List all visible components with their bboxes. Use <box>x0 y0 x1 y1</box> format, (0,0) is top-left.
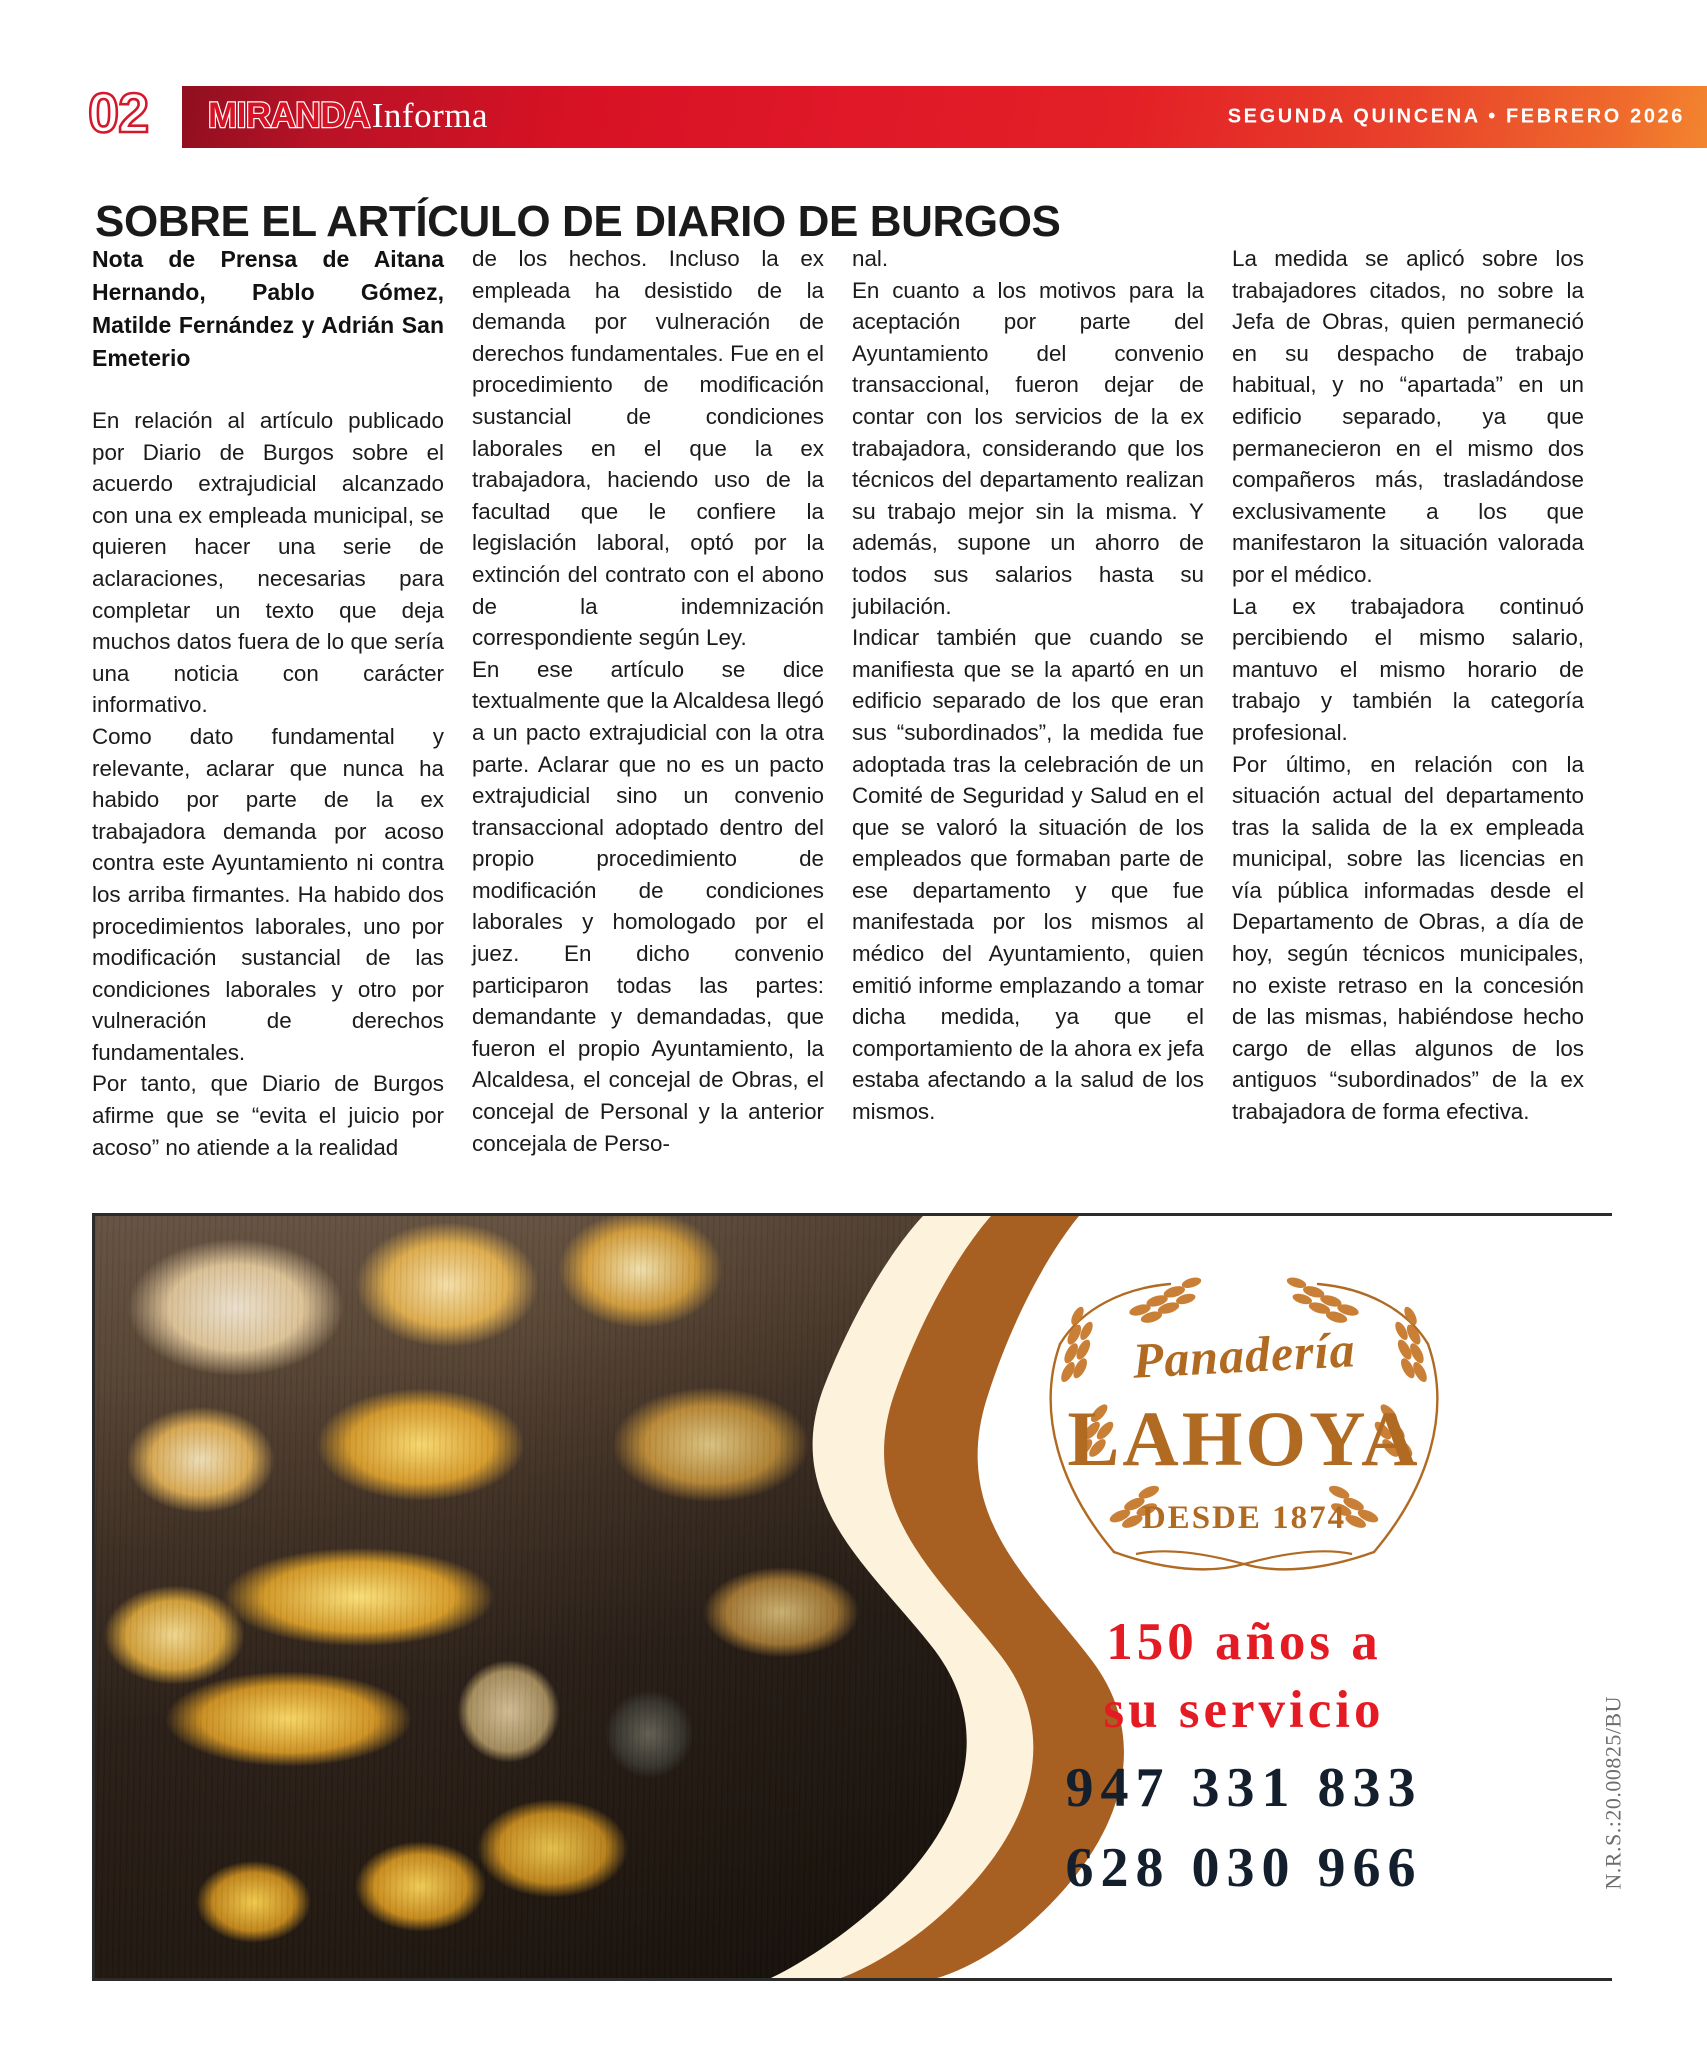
article-column-3 <box>852 243 1204 1163</box>
article-column-1 <box>92 243 444 1163</box>
slogan-line-2: su servicio <box>1103 1681 1385 1739</box>
paragraph: nal. <box>852 246 889 271</box>
advertisement-panaderia-lahoya[interactable] <box>92 1213 1626 1981</box>
page-title: SOBRE EL ARTÍCULO DE DIARIO DE BURGOS <box>95 197 1061 247</box>
slogan-line-1: 150 años a <box>1106 1613 1382 1671</box>
publication-logo <box>208 96 488 136</box>
edition-date: SEGUNDA QUINCENA • FEBRERO 2026 <box>1227 105 1685 128</box>
article-column-2 <box>472 243 824 1163</box>
masthead-bar <box>182 86 1707 148</box>
brand-name-text: LAHOYA <box>1067 1395 1421 1482</box>
paragraph: La medida se aplicó sobre los trabajadores citados, no sobre la Jefa de Obras, quien permaneció en su despacho de trabajo habitual, y no “apartada” en un edificio separado, ya que permanecieron en el mismo dos compañeros más, trasladándose exclusivamente a los que manifestaron la situación valorada por el médico. <box>1232 246 1584 587</box>
paragraph: de los hechos. Incluso la ex empleada ha desistido de la demanda por vulneración de derechos fundamentales. Fue en el procedimiento de modificación sustancial de condiciones laborales en el que la ex trabajadora, haciendo uso de la facultad que le confiere la legislación laboral, optó por la extinción del contrato con el abono de la indemnización correspondiente según Ley. <box>472 246 824 651</box>
byline: Nota de Prensa de Aitana Hernando, Pablo Gómez, Matilde Fernández y Adrián San Emeterio <box>92 246 444 371</box>
paragraph: En relación al artículo publicado por Diario de Burgos sobre el acuerdo extrajudicial alcanzado con una ex empleada municipal, se quieren hacer una serie de aclaraciones, necesarias para completar un texto que deja muchos datos fuera de lo que sería una noticia con carácter informativo. <box>92 408 444 718</box>
masthead <box>0 81 1707 148</box>
page-number: 02 <box>88 81 149 144</box>
phone-number-primary[interactable]: 947 331 833 <box>1065 1757 1423 1819</box>
paragraph: Por tanto, que Diario de Burgos afirme que se “evita el juicio por acoso” no atiende a la realidad <box>92 1071 444 1160</box>
paragraph: En ese artículo se dice textualmente que la Alcaldesa llegó a un pacto extrajudicial con la otra parte. Aclarar que no es un pacto extrajudicial sino un convenio transaccional adoptado dentro del propio procedimiento de modificación de condiciones laborales y homologado por el juez. En dicho convenio participaron todas las partes: demandante y demandadas, que fueron el propio Ayuntamiento, la Alcaldesa, el concejal de Obras, el concejal de Personal y la anterior concejala de Perso- <box>472 656 824 1156</box>
article-column-4 <box>1232 243 1584 1163</box>
paragraph: Por último, en relación con la situación actual del departamento tras la salida de la ex empleada municipal, sobre las licencias en vía pública informadas desde el Departamento de Obras, a día de hoy, según técnicos municipales, no existe retraso en la concesión de las mismas, habiéndose hecho cargo de ellas algunos de los antiguos “subordinados” de la ex trabajadora de forma efectiva. <box>1232 751 1584 1125</box>
article-body <box>92 243 1615 1163</box>
ad-slogan <box>879 1608 1609 1744</box>
paragraph: En cuanto a los motivos para la aceptación por parte del Ayuntamiento del convenio transaccional, fueron dejar de contar con los servicios de la ex trabajadora, considerando que los técnicos del departamento realizan su trabajo mejor sin la misma. Y además, supone un ahorro de todos sus salarios hasta su jubilación. <box>852 277 1204 619</box>
brand-script-text: Panadería <box>1131 1321 1357 1389</box>
established-text: DESDE 1874 <box>1141 1500 1347 1536</box>
bakery-logo <box>964 1252 1524 1582</box>
paragraph: Indicar también que cuando se manifiesta que se la apartó en un edificio separado de los que eran sus “subordinados”, la medida fue adoptada tras la celebración de un Comité de Seguridad y Salud en el que se valoró la situación de los empleados que formaban parte de ese departamento y que fue manifestada por los mismos al médico del Ayuntamiento, quien emitió informe emplazando a tomar dicha medida, ya que el comportamiento de la ahora ex jefa estaba afectando a la salud de los mismos. <box>852 625 1204 1125</box>
logo-informa-text: Informa <box>371 96 488 136</box>
logo-miranda-text: MIRANDA <box>208 96 370 136</box>
paragraph: Como dato fundamental y relevante, aclarar que nunca ha habido por parte de la ex trabajadora demanda por acoso contra este Ayuntamiento ni contra los arriba firmantes. Ha habido dos procedimientos laborales, uno por modificación sustancial de las condiciones laborales y otro por vulneración de derechos fundamentales. <box>92 723 444 1065</box>
paragraph: La ex trabajadora continuó percibiendo el mismo salario, mantuvo el mismo horario de trabajo y también la categoría profesional. <box>1232 593 1584 745</box>
phone-number-secondary[interactable]: 628 030 966 <box>1065 1837 1423 1899</box>
ad-content-panel <box>879 1216 1626 1978</box>
registration-number: N.R.S.:20.00825/BU <box>1601 1696 1626 1890</box>
